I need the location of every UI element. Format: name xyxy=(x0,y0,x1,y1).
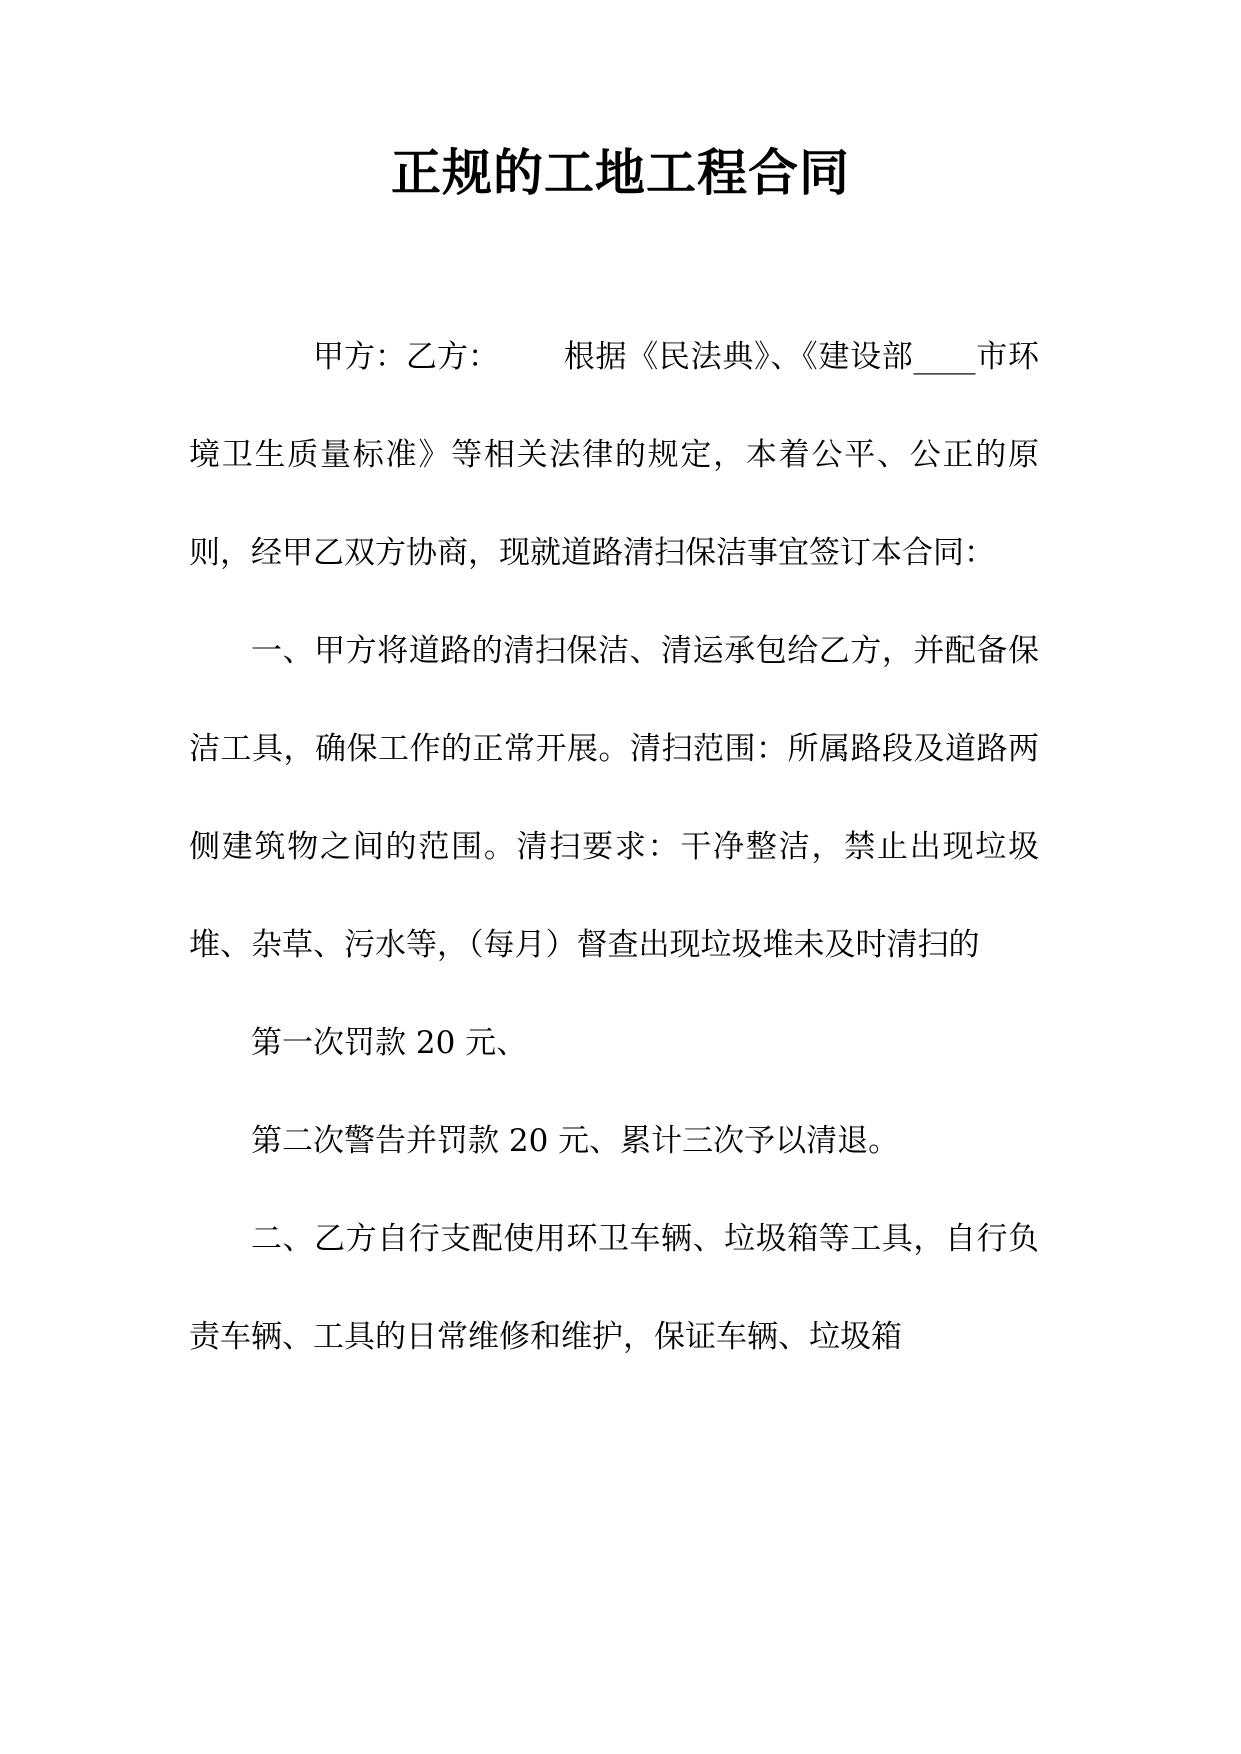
parties-line: 甲方：乙方： xyxy=(313,339,499,375)
clause-two-paragraph: 二、乙方自行支配使用环卫车辆、垃圾箱等工具，自行负责车辆、工具的日常维修和维护，保证车辆、垃圾箱 xyxy=(189,1221,1039,1355)
first-penalty-paragraph: 第一次罚款 20 元、 xyxy=(251,1025,528,1061)
document-title: 正规的工地工程合同 xyxy=(391,144,850,202)
document-body xyxy=(189,308,1039,1386)
clause-one-paragraph: 一、甲方将道路的清扫保洁、清运承包给乙方，并配备保洁工具，确保工作的正常开展。清扫范围：所属路段及道路两侧建筑物之间的范围。清扫要求：干净整洁，禁止出现垃圾堆、杂草、污水等，（每月）督查出现垃圾堆未及时清扫的 xyxy=(189,633,1039,963)
intro-paragraph xyxy=(189,308,1039,602)
second-penalty-paragraph: 第二次警告并罚款 20 元、累计三次予以清退。 xyxy=(251,1123,900,1159)
intro-text: 根据《民法典》、《建设部____市环境卫生质量标准》等相关法律的规定，本着公平、公正的原则，经甲乙双方协商，现就道路清扫保洁事宜签订本合同： xyxy=(189,339,1039,571)
